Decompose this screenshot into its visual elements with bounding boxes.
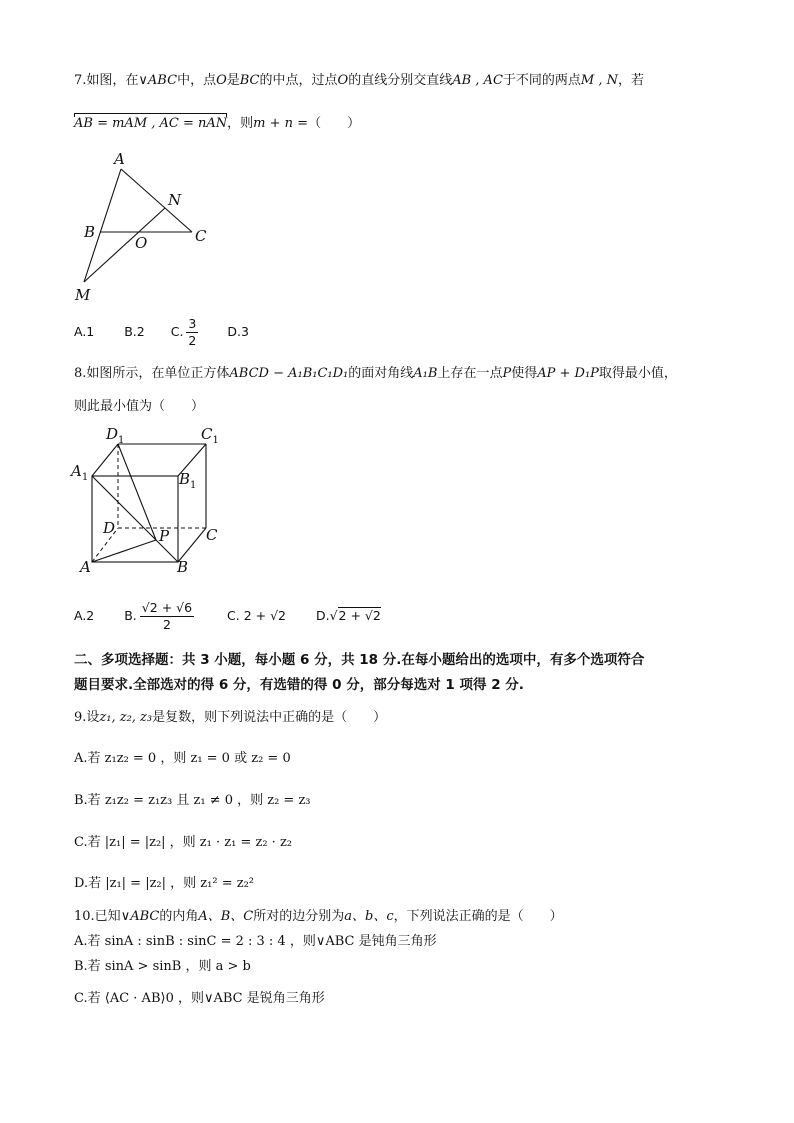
q7-label-a: A <box>114 150 125 168</box>
q7-text: 是 <box>226 73 240 88</box>
q7-lines: AB , AC <box>452 73 503 88</box>
q7-label-b: B <box>84 223 96 241</box>
q10-option-a[interactable]: A.若 sinA : sinB : sinC = 2 : 3 : 4 ，则∨ABC 是钝角三角形 <box>74 934 437 949</box>
q7-figure <box>70 148 220 308</box>
q7-segment-bc: BC <box>239 73 260 88</box>
q8-text: 8.如图所示，在单位正方体 <box>74 366 230 381</box>
q7-option-c-label: C. <box>170 324 184 339</box>
q10-text: ，下列说法正确的是（ ） <box>393 909 563 924</box>
q8-label-c1: $C_1$ <box>201 425 219 446</box>
q8-option-b[interactable] <box>124 600 197 632</box>
q10-option-c[interactable]: C.若 ⟨AC · AB⟩0 ，则∨ABC 是锐角三角形 <box>74 991 325 1006</box>
q8-option-c[interactable]: C. 2 + √2 <box>227 608 286 623</box>
q8-label-b1: $B_1$ <box>179 470 197 491</box>
q8-frac-den: 2 <box>162 617 171 632</box>
q8-figure <box>66 420 226 580</box>
q8-text: 上存在一点 <box>437 366 503 381</box>
q10-angles: A、B、C <box>198 909 254 924</box>
q7-option-a[interactable]: A.1 <box>74 324 95 339</box>
q8-option-d-radicand: 2 + √2 <box>338 608 381 623</box>
q8-label-b: B <box>177 558 189 576</box>
q7-vector-equation: AB = mAM , AC = nAN <box>74 114 227 134</box>
q7-option-c-fraction <box>186 316 198 349</box>
q7-label-m: M <box>75 286 91 304</box>
q8-label-a: A <box>80 558 91 576</box>
q7-point-o: O <box>337 73 349 88</box>
q7-stem-line2 <box>74 114 360 134</box>
q10-sides: a、b、c <box>344 909 394 924</box>
q8-cube: ABCD − A₁B₁C₁D₁ <box>229 366 349 381</box>
q8-frac-num: √2 + √6 <box>141 600 193 615</box>
q7-frac-den: 2 <box>188 333 197 348</box>
q7-sum: m + n = <box>253 116 309 131</box>
q7-text: 的中点，过点 <box>259 73 338 88</box>
q10-stem <box>74 907 563 927</box>
q9-text: 9.设 <box>74 710 100 725</box>
q7-text: ，若 <box>618 73 645 88</box>
q8-text: 则此最小值为（ ） <box>74 399 205 414</box>
q8-point-p: P <box>502 366 512 381</box>
q7-triangle: ∨ABC <box>138 73 178 88</box>
section2-heading-line2: 题目要求.全部选对的得 6 分，有选错的得 0 分，部分每选对 1 项得 2 分. <box>74 677 524 693</box>
q8-text: 使得 <box>511 366 538 381</box>
q7-option-c[interactable] <box>170 316 202 348</box>
q8-stem-line2 <box>74 397 204 417</box>
q7-option-d[interactable]: D.3 <box>227 324 249 339</box>
q8-text: 的面对角线 <box>348 366 414 381</box>
q10-text: 的内角 <box>159 909 199 924</box>
q9-stem <box>74 708 386 728</box>
q7-label-c: C <box>195 227 207 245</box>
q7-points-mn: M , N <box>580 73 619 88</box>
q9-vars: z₁, z₂, z₃ <box>99 710 153 725</box>
q8-label-p: P <box>159 527 170 545</box>
q7-text: 中，点 <box>177 73 217 88</box>
q8-option-a[interactable]: A.2 <box>74 608 95 623</box>
q8-label-d1: $D_1$ <box>106 425 125 446</box>
q10-text: 所对的边分别为 <box>253 909 345 924</box>
q9-option-b[interactable]: B.若 z₁z₂ = z₁z₃ 且 z₁ ≠ 0 ，则 z₂ = z₃ <box>74 793 311 808</box>
q8-expression: AP + D₁P <box>537 366 599 381</box>
q7-text: 7.如图，在 <box>74 73 139 88</box>
q8-option-b-label: B. <box>124 608 137 623</box>
q7-point-o: O <box>216 73 227 88</box>
q7-text: 于不同的两点 <box>502 73 581 88</box>
q10-triangle: ∨ABC <box>120 909 160 924</box>
q8-option-d[interactable]: D.√2 + √2 <box>315 608 381 623</box>
q8-diagonal: A₁B <box>413 366 438 381</box>
q8-label-a1: $A_1$ <box>71 462 89 483</box>
q7-label-n: N <box>168 191 182 209</box>
q10-option-b[interactable]: B.若 sinA > sinB ，则 a > b <box>74 959 251 974</box>
q8-stem-line1 <box>74 364 677 384</box>
q8-option-d-label: D. <box>315 608 330 623</box>
q8-text: 取得最小值， <box>598 366 677 381</box>
q9-text: 是复数，则下列说法中正确的是（ ） <box>152 710 387 725</box>
q10-text: 10.已知 <box>74 909 121 924</box>
q8-option-b-fraction <box>140 600 194 633</box>
q8-options <box>74 596 381 636</box>
q8-label-c: C <box>206 526 218 544</box>
q9-option-c[interactable]: C.若 |z₁| = |z₂| ，则 z₁ · z₁ = z₂ · z₂ <box>74 835 293 850</box>
q8-label-d: D <box>103 519 116 537</box>
section2-heading-line1: 二、多项选择题：共 3 小题，每小题 6 分，共 18 分.在每小题给出的选项中，有多个选项符合 <box>74 652 645 668</box>
q7-label-o: O <box>135 234 148 252</box>
q7-stem-line1 <box>74 71 644 91</box>
q9-option-a[interactable]: A.若 z₁z₂ = 0 ，则 z₁ = 0 或 z₂ = 0 <box>74 751 291 766</box>
q7-text: 的直线分别交直线 <box>348 73 453 88</box>
q7-answer-blank: （ ） <box>308 116 361 131</box>
q7-frac-num: 3 <box>188 316 197 331</box>
q7-option-b[interactable]: B.2 <box>124 324 145 339</box>
q7-text: ，则 <box>227 116 254 131</box>
q7-options <box>74 314 249 350</box>
q9-option-d[interactable]: D.若 |z₁| = |z₂| ，则 z₁² = z₂² <box>74 876 254 891</box>
